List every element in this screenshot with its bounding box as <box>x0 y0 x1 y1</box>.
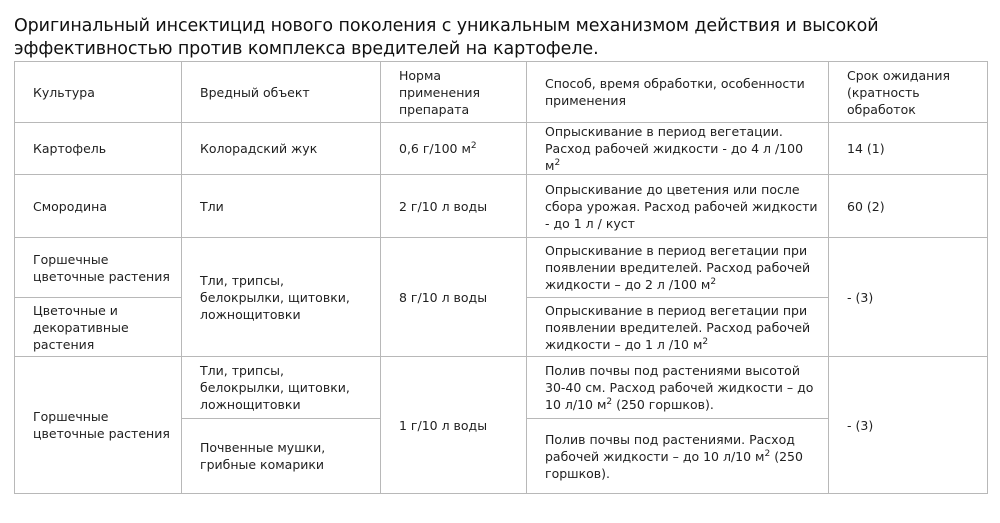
pest-cell: Тли, трипсы, белокрылки, щитовки, ложнощитовки <box>182 357 381 419</box>
method-cell <box>527 419 829 494</box>
method-text: Полив почвы под растениями. Расход рабочей жидкости – до 10 л/10 м <box>545 431 795 464</box>
method-text: Опрыскивание в период вегетации при появлении вредителей. Расход рабочей жидкости – до 2 л /100 м <box>545 243 811 292</box>
rate-cell: 1 г/10 л воды <box>381 357 527 494</box>
crop-cell: Картофель <box>15 123 182 175</box>
pest-cell: Тли, трипсы, белокрылки, щитовки, ложнощитовки <box>182 238 381 357</box>
table-row <box>15 123 988 175</box>
crop-cell: Смородина <box>15 175 182 238</box>
superscript: 2 <box>764 448 771 459</box>
pest-cell: Колорадский жук <box>182 123 381 175</box>
crop-cell: Горшечные цветочные растения <box>15 357 182 494</box>
header-wait: Срок ожидания (кратность обработок <box>829 62 988 123</box>
rate-cell: 8 г/10 л воды <box>381 238 527 357</box>
method-cell <box>527 123 829 175</box>
header-pest: Вредный объект <box>182 62 381 123</box>
superscript: 2 <box>606 397 613 407</box>
pest-cell: Почвенные мушки, грибные комарики <box>182 419 381 494</box>
crop-cell: Горшечные цветочные растения <box>15 238 182 298</box>
rate-cell <box>381 123 527 175</box>
application-table <box>14 61 988 494</box>
page-heading: Оригинальный инсектицид нового поколения с уникальным механизмом действия и высокой эффективностью против комплекса вредителей на картофеле. <box>14 16 879 59</box>
rate-cell: 2 г/10 л воды <box>381 175 527 238</box>
wait-cell: - (3) <box>829 238 988 357</box>
header-method: Способ, время обработки, особенности применения <box>527 62 829 123</box>
method-cell: Опрыскивание до цветения или после сбора урожая. Расход рабочей жидкости - до 1 л / куст <box>527 175 829 238</box>
table-header-row <box>15 62 988 123</box>
method-text: Опрыскивание в период вегетации. Расход рабочей жидкости - до 4 л /100 м <box>545 124 804 173</box>
table-row <box>15 238 988 298</box>
rate-text: 0,6 г/100 м <box>399 141 471 156</box>
method-cell <box>527 298 829 357</box>
header-crop: Культура <box>15 62 182 123</box>
method-text: Опрыскивание в период вегетации при появлении вредителей. Расход рабочей жидкости – до 1 л /10 м <box>545 302 811 352</box>
wait-cell: 14 (1) <box>829 123 988 175</box>
pest-cell: Тли <box>182 175 381 238</box>
crop-cell: Цветочные и декоративные растения <box>15 298 182 357</box>
wait-cell: - (3) <box>829 357 988 494</box>
method-text-tail: (250 горшков). <box>545 448 803 481</box>
header-rate: Норма применения препарата <box>381 62 527 123</box>
method-cell <box>527 238 829 298</box>
method-text-tail: (250 горшков). <box>612 397 714 412</box>
superscript: 2 <box>710 277 717 287</box>
table-row <box>15 175 988 238</box>
superscript: 2 <box>554 158 561 168</box>
method-text: Полив почвы под растениями высотой 30-40 см. Расход рабочей жидкости – до 10 л/10 м <box>545 363 814 412</box>
superscript: 2 <box>702 336 709 347</box>
superscript: 2 <box>470 141 477 151</box>
table-row <box>15 357 988 419</box>
wait-cell: 60 (2) <box>829 175 988 238</box>
method-cell <box>527 357 829 419</box>
